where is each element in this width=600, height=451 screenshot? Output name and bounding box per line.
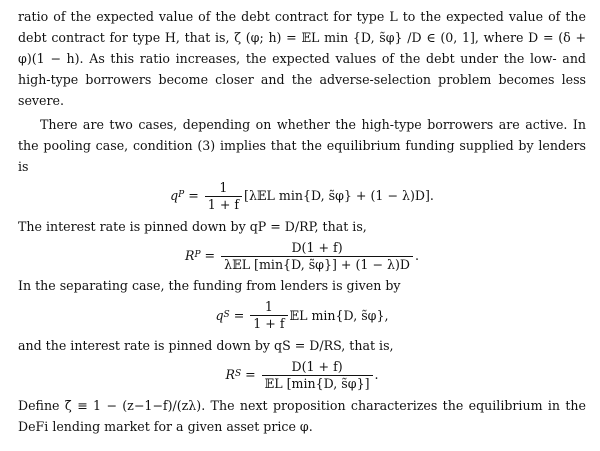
paragraph-separating-rate: and the interest rate is pinned down by qS = D/RS, that is,	[18, 338, 394, 354]
eq2-lhs: R	[185, 248, 195, 264]
eq4-lhs-sup: S	[234, 369, 242, 380]
eq4-lhs: R	[225, 367, 235, 383]
paragraph-two-cases: There are two cases, depending on whether the high-type borrowers are active. In the pooling case, condition (3) implies that the equilibrium funding supplied by lenders is	[18, 117, 586, 174]
eq2-frac-num: D(1 + f)	[291, 239, 343, 255]
eq1-rhs: [λ𝔼L min{D, s̃φ} + (1 − λ)D].	[244, 188, 434, 204]
eq2-fraction	[221, 241, 413, 272]
eq4-fraction	[262, 360, 373, 391]
paragraph-define-zeta: Define ζ̄ ≡ 1 − (z−1−f)/(zλ). The next proposition characterizes the equilibrium in the DeFi lending market for a given asset price φ.	[18, 397, 586, 434]
eq3-frac-den: 1 + f	[253, 316, 285, 332]
eq1-lhs: q	[170, 188, 179, 204]
eq4-tail: .	[374, 367, 379, 383]
eq4-frac-den: 𝔼L [min{D, s̃φ}]	[264, 375, 370, 391]
eq1-frac-num: 1	[219, 180, 228, 195]
eq4-frac-num: D(1 + f)	[291, 359, 343, 375]
eq3-frac-num: 1	[264, 299, 273, 315]
paragraph-ratio-definition: ratio of the expected value of the debt contract for type L to the expected value of the debt contract for type H, that is, ζ (φ; h) = 𝔼L min {D, s̃φ} /D ∈ (0, 1], where D = (δ + φ)(1 − h). As this ratio increases, the expected values of the debt under the low- and high-type borrowers become closer and the adverse-selection problem becomes less severe.	[18, 9, 586, 108]
eq1-fraction	[205, 181, 242, 212]
equation-pooling-rate	[18, 241, 586, 272]
equation-separating-rate	[18, 360, 586, 391]
eq3-lhs-sup: S	[223, 309, 230, 320]
eq2-equals: =	[200, 248, 220, 264]
paragraph-pooling-rate: The interest rate is pinned down by qP = D/RP, that is,	[18, 218, 367, 234]
paragraph-separating-funding: In the separating case, the funding from lenders is given by	[18, 278, 401, 294]
eq2-lhs-sup: P	[194, 250, 201, 261]
eq3-fraction	[250, 300, 287, 331]
eq1-frac-den: 1 + f	[207, 196, 240, 212]
eq4-equals: =	[241, 367, 260, 383]
eq3-equals: =	[229, 307, 249, 323]
eq1-equals: =	[184, 188, 203, 204]
eq2-frac-den: λ𝔼L [min{D, s̃φ}] + (1 − λ)D	[224, 256, 410, 272]
eq2-tail: .	[414, 248, 419, 264]
equation-separating-funding	[18, 300, 586, 331]
eq3-rhs: 𝔼L min{D, s̃φ},	[289, 307, 389, 323]
eq1-lhs-sup: P	[178, 190, 185, 201]
equation-pooling-funding	[18, 181, 586, 212]
eq3-lhs: q	[215, 307, 224, 323]
